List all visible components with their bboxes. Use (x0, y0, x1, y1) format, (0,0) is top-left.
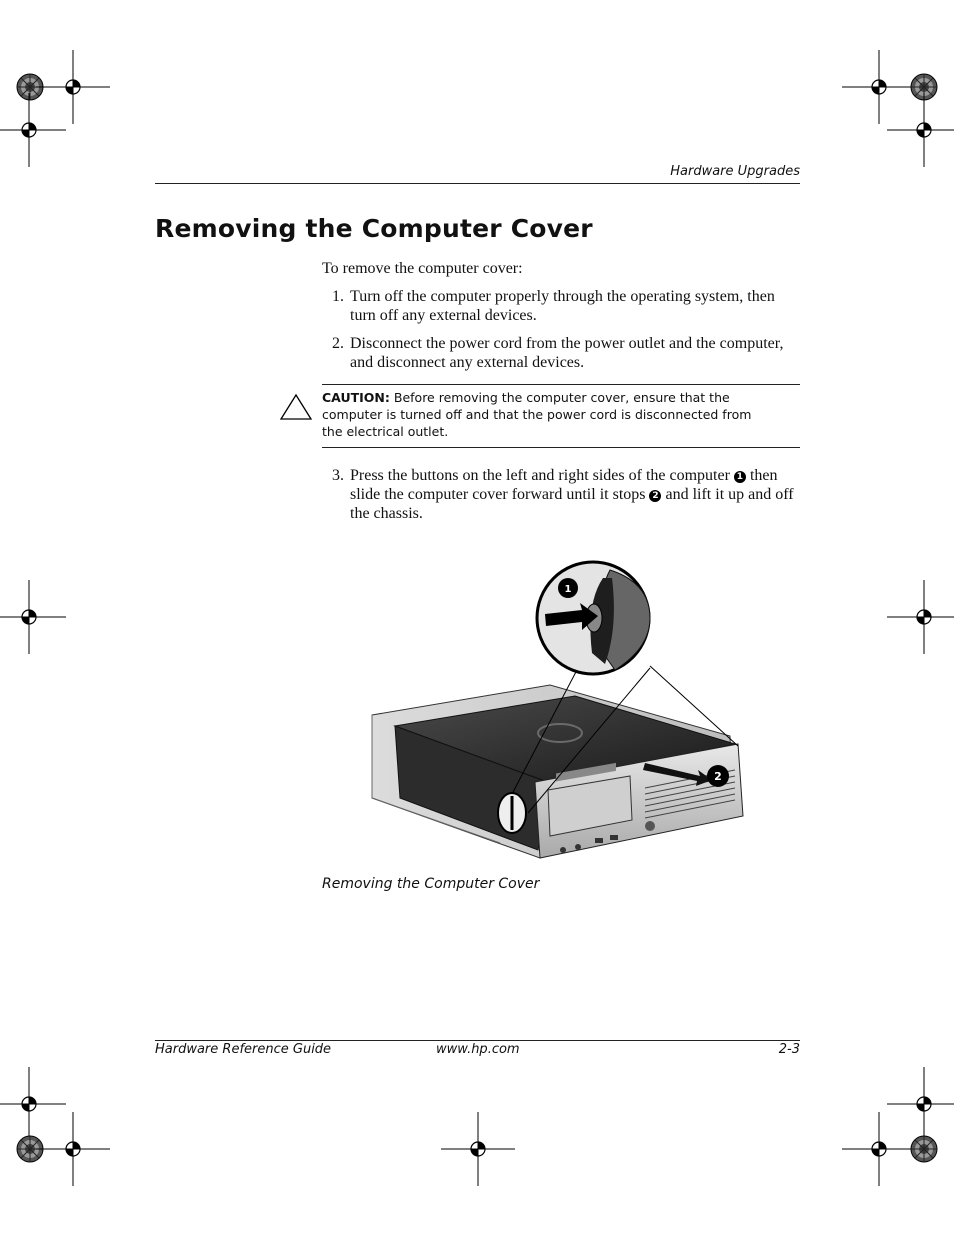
step-2 (322, 334, 802, 374)
caution-line-2: computer is turned off and that the power cord is disconnected from (322, 407, 752, 422)
figure-callout-2: 2 (714, 770, 722, 783)
running-header: Hardware Upgrades (670, 164, 800, 179)
step-3-part-2: then slide the computer cover forward until it stops (350, 467, 778, 503)
step-3 (322, 466, 802, 526)
footer-rule (155, 1040, 800, 1041)
step-text: Turn off the computer properly through the operating system, then turn off any external devices. (350, 288, 775, 324)
step-3-part-3: and lift it up and off the chassis. (350, 486, 794, 522)
caution-label: CAUTION: (322, 390, 390, 405)
caution-line-1: Before removing the computer cover, ensure that the (393, 390, 730, 405)
step-number: 3. (332, 467, 344, 484)
step-3-part-1: Press the buttons on the left and right sides of the computer (350, 467, 730, 484)
caution-icon (279, 393, 313, 421)
callout-2-icon: 2 (649, 490, 661, 502)
footer-center: www.hp.com (436, 1042, 520, 1057)
footer-left: Hardware Reference Guide (155, 1042, 332, 1057)
figure-callout-1: 1 (564, 584, 572, 595)
step-text (350, 466, 802, 523)
step-number: 2. (332, 335, 344, 352)
computer-cover-illustration (360, 558, 750, 863)
footer-page-number: 2-3 (778, 1042, 800, 1057)
caution-top-rule (322, 384, 800, 385)
figure-caption: Removing the Computer Cover (322, 876, 540, 892)
page-title: Removing the Computer Cover (155, 214, 593, 243)
step-1 (322, 287, 802, 327)
caution-bottom-rule (322, 447, 800, 448)
step-number: 1. (332, 288, 344, 305)
caution-text (322, 389, 800, 440)
intro-text: To remove the computer cover: (322, 260, 523, 277)
caution-line-3: the electrical outlet. (322, 424, 449, 439)
step-text: Disconnect the power cord from the power outlet and the computer, and disconnect any external devices. (350, 335, 784, 371)
header-rule (155, 183, 800, 184)
callout-1-icon: 1 (734, 471, 746, 483)
